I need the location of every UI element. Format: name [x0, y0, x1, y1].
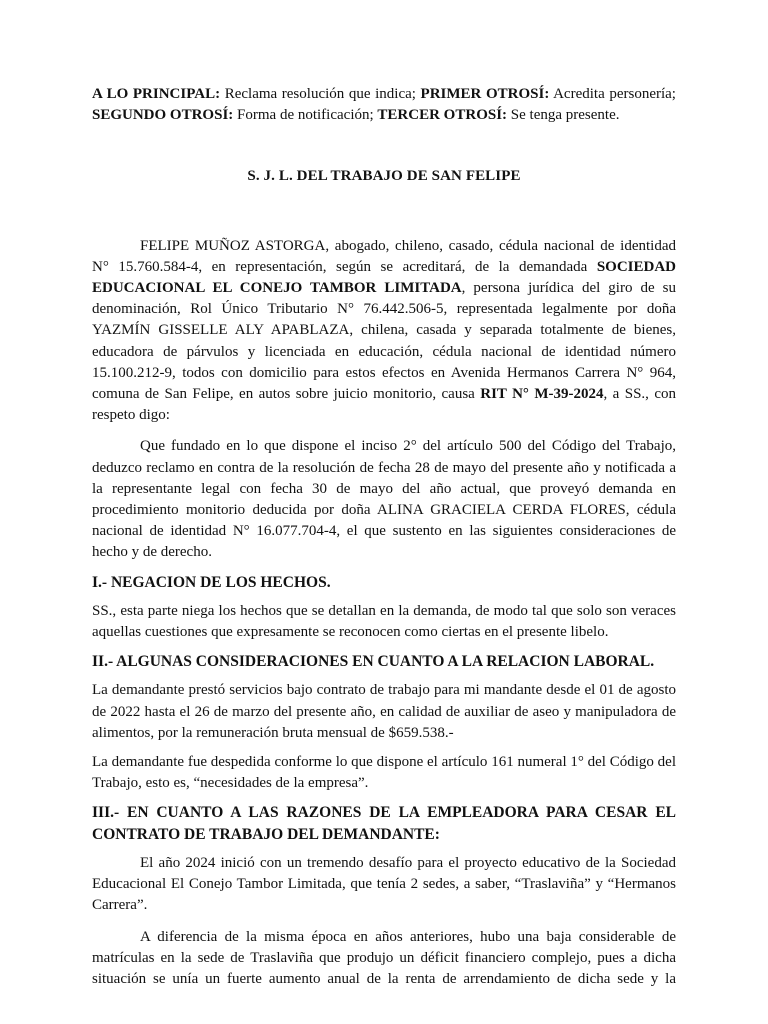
sumilla-primer-otrosi-label: PRIMER OTROSÍ: [420, 86, 550, 102]
intro-text-a: FELIPE MUÑOZ ASTORGA, abogado, chileno, casado, cédula nacional de identidad N° 15.760.584-4, en representación, según se acreditará, de la demandada [92, 237, 676, 275]
sumilla [92, 84, 676, 126]
sumilla-segundo-otrosi-text: Forma de notificación; [233, 107, 378, 124]
section-2-heading: II.- ALGUNAS CONSIDERACIONES EN CUANTO A LA RELACION LABORAL. [92, 653, 655, 671]
section-3-paragraph-1: El año 2024 inició con un tremendo desafío para el proyecto educativo de la Sociedad Educacional El Conejo Tambor Limitada, que tenía 2 sedes, a saber, “Traslaviña” y “Hermanos Carrera”. [92, 854, 676, 914]
rit-label: RIT N° [480, 386, 529, 403]
company-name: SOCIEDAD EDUCACIONAL EL CONEJO TAMBOR LIMITADA [92, 258, 676, 297]
section-3-paragraph-2: A diferencia de la misma época en años anteriores, hubo una baja considerable de matrículas en la sede de Traslaviña que produjo un déficit financiero complejo, pues a dicha situación se unía un fuerte aumento anual de la renta de arrendamiento de dicha sede y la [92, 928, 676, 987]
intro-text-c: , a SS., con respeto digo: [92, 386, 676, 424]
intro-paragraph [92, 236, 676, 427]
court-heading: S. J. L. DEL TRABAJO DE SAN FELIPE [247, 168, 521, 185]
section-3-heading: III.- EN CUANTO A LAS RAZONES DE LA EMPLEADORA PARA CESAR EL CONTRATO DE TRABAJO DEL DEMANDANTE: [92, 804, 676, 843]
section-1-text: SS., esta parte niega los hechos que se detallan en la demanda, de modo tal que solo son veraces aquellas cuestiones que expresamente se reconocen como ciertas en el presente libelo. [92, 602, 676, 641]
intro-text-b: , persona jurídica del giro de su denominación, Rol Único Tributario N° 76.442.506-5, representada legalmente por doña YAZMÍN GISSELLE ALY APABLAZA, chilena, casada y separada totalmente de bienes, educadora de párvulos y licenciada en educación, cédula nacional de identidad número 15.100.212-9, todos con domicilio para estos efectos en Avenida Hermanos Carrera N° 964, comuna de San Felipe, en autos sobre juicio monitorio, causa [92, 280, 677, 403]
reclamo-paragraph: Que fundado en lo que dispone el inciso 2° del artículo 500 del Código del Trabajo, deduzco reclamo en contra de la resolución de fecha 28 de mayo del presente año y notificada a la representante legal con fecha 30 de mayo del año actual, que proveyó demanda en procedimiento monitorio deducida por doña ALINA GRACIELA CERDA FLORES, cédula nacional de identidad N° 16.077.704-4, el que sustento en las siguientes consideraciones de hecho y de derecho. [92, 438, 676, 561]
document-page [92, 84, 676, 990]
sumilla-tercer-otrosi-text: Se tenga presente. [507, 107, 620, 124]
sumilla-primer-otrosi-text: Acredita personería; [549, 86, 676, 102]
section-2-paragraph-1: La demandante prestó servicios bajo contrato de trabajo para mi mandante desde el 01 de agosto de 2022 hasta el 26 de marzo del presente año, en calidad de auxiliar de aseo y manipuladora de alimentos, por la remuneración bruta mensual de $659.538.- [92, 682, 676, 741]
section-2-paragraph-2: La demandante fue despedida conforme lo que dispone el artículo 161 numeral 1° del Código del Trabajo, esto es, “necesidades de la empresa”. [92, 754, 676, 792]
sumilla-segundo-otrosi-label: SEGUNDO OTROSÍ: [92, 107, 234, 124]
sumilla-principal-label: A LO PRINCIPAL: [92, 86, 221, 102]
rit-number: M-39-2024 [528, 386, 604, 403]
sumilla-principal-text: Reclama resolución que indica; [220, 86, 421, 102]
sumilla-tercer-otrosi-label: TERCER OTROSÍ: [377, 107, 508, 124]
section-1-heading: I.- NEGACION DE LOS HECHOS. [92, 573, 331, 591]
